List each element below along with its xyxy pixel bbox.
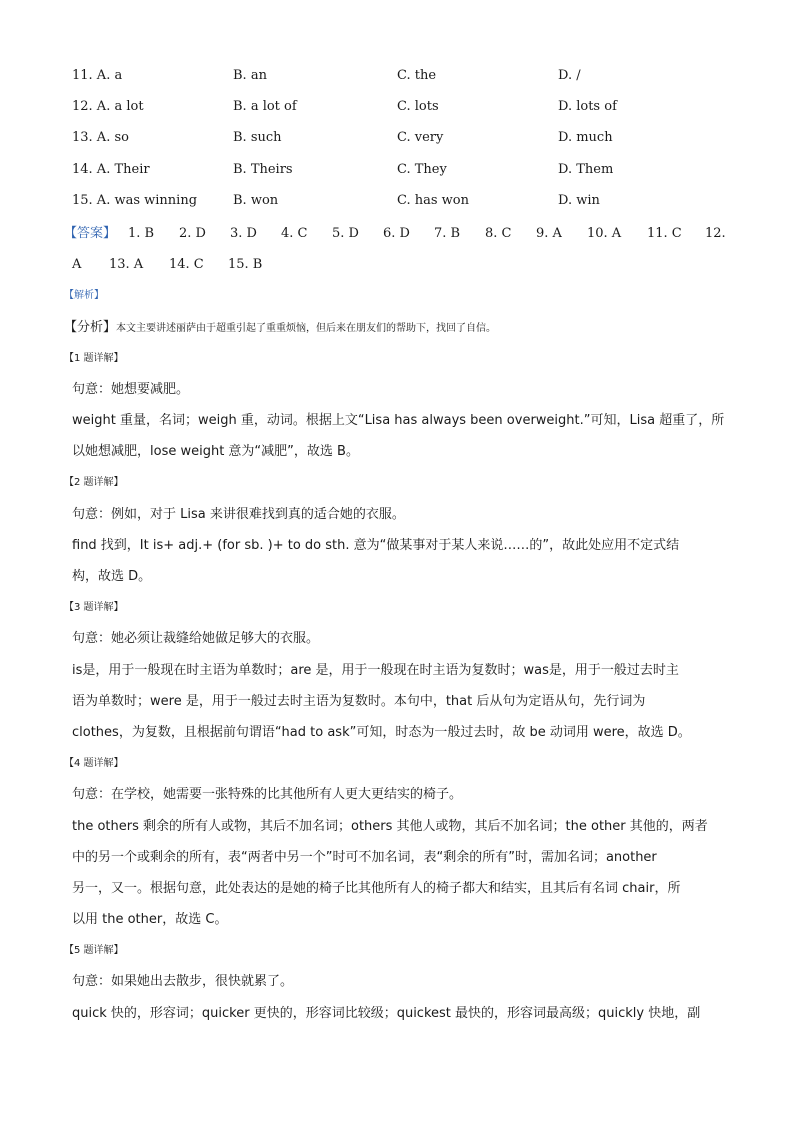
section-line: 以她想减肥，lose weight 意为“减肥”，故选 B。 [72,444,359,460]
answer-item: 12. [705,225,726,241]
option-a: 15. A. was winning [72,192,198,208]
analysis-label: 【分析】 [64,319,117,335]
option-c: C. has won [397,192,470,208]
answer-item: 14. C [169,257,204,273]
option-c: C. lots [397,99,439,115]
option-b: B. won [233,192,279,208]
section-line: 中的另一个或剩余的所有，表“两者中另一个”时可不加名词，表“剩余的所有”时，需加名词；another [72,849,657,865]
section-line: 句意：在学校，她需要一张特殊的比其他所有人更大更结实的椅子。 [72,787,463,803]
section-line: the others 剩余的所有人或物，其后不加名词；others 其他人或物，其后不加名词；the other 其他的，两者 [72,818,708,834]
sections-container [64,343,725,1029]
answer-item: 1. B [128,225,155,241]
section-line: 句意：例如，对于 Lisa 来讲很难找到真的适合她的衣服。 [72,506,405,522]
option-b: B. such [233,130,282,146]
section-line: 构，故选 D。 [72,569,152,584]
section-line: find 找到，It is+ adj.+ (for sb. )+ to do sth. 意为“做某事对于某人来说……的”，故此处应用不定式结 [72,537,680,553]
option-d: D. lots of [558,99,617,115]
option-a: 14. A. Their [72,161,150,177]
answer-label: 【答案】 [64,225,117,241]
answer-item: A [72,257,82,273]
section-title: 【4 题详解】 [64,758,124,770]
option-row [72,62,722,93]
option-c: C. They [397,161,447,177]
option-b: B. Theirs [233,161,293,177]
option-c: C. very [397,130,444,146]
answer-item: 5. D [332,225,359,241]
answer-item: 11. C [647,225,682,241]
answer-item: 8. C [485,225,512,241]
option-row [72,124,722,155]
option-d: D. much [558,130,613,146]
options-block [72,62,722,218]
section-title: 【2 题详解】 [64,477,124,489]
answer-item: 3. D [230,225,257,241]
option-d: D. Them [558,161,614,177]
section-title: 【5 题详解】 [64,945,124,957]
answer-item: 4. C [281,225,308,241]
section-line: 以用 the other，故选 C。 [72,912,228,928]
section-title: 【3 题详解】 [64,602,124,614]
section-line: is是，用于一般现在时主语为单数时；are 是，用于一般现在时主语为复数时；was是，用于一般过去时主 [72,662,679,678]
section-line: weight 重量，名词；weigh 重，动词。根据上文“Lisa has always been overweight.”可知，Lisa 超重了，所 [72,413,725,429]
option-b: B. an [233,68,267,83]
option-c: C. the [397,68,437,83]
option-row [72,187,722,218]
section-line: 句意：她想要减肥。 [72,381,190,397]
answer-item: 13. A [109,257,144,273]
answer-item: 10. A [587,225,622,241]
jiexi-label: 【解析】 [64,290,104,302]
answer-row-2 [72,249,722,280]
section-line: 另一，又一。根据句意，此处表达的是她的椅子比其他所有人的椅子都大和结实，且其后有名词 chair，所 [72,880,681,896]
option-row [72,156,722,187]
option-a: 12. A. a lot [72,99,144,115]
section-line: clothes，为复数，且根据前句谓语“had to ask”可知，时态为一般过去时，故 be 动词用 were，故选 D。 [72,724,691,740]
answer-item: 9. A [536,225,562,241]
analysis-line [64,312,722,343]
option-a: 11. A. a [72,68,123,83]
section-line: quick 快的，形容词；quicker 更快的，形容词比较级；quickest 最快的，形容词最高级；quickly 快地，副 [72,1005,701,1021]
option-b: B. a lot of [233,99,297,115]
answer-row [64,218,726,249]
option-row [72,93,722,124]
section-line: 句意：如果她出去散步，很快就累了。 [72,974,294,990]
answer-item: 2. D [179,225,206,241]
document-page [64,62,726,1029]
option-d: D. win [558,192,600,208]
option-d: D. / [558,68,581,83]
answer-item: 7. B [434,225,461,241]
option-a: 13. A. so [72,130,129,146]
answer-item: 15. B [228,257,263,273]
section-line: 句意：她必须让裁缝给她做足够大的衣服。 [72,631,320,647]
section-line: 语为单数时；were 是，用于一般过去时主语为复数时。本句中，that 后从句为定语从句，先行词为 [72,693,646,709]
analysis-text: 本文主要讲述丽萨由于超重引起了重重烦恼，但后来在朋友们的帮助下，找回了自信。 [116,322,497,334]
answer-item: 6. D [383,225,410,241]
section-title: 【1 题详解】 [64,352,124,364]
